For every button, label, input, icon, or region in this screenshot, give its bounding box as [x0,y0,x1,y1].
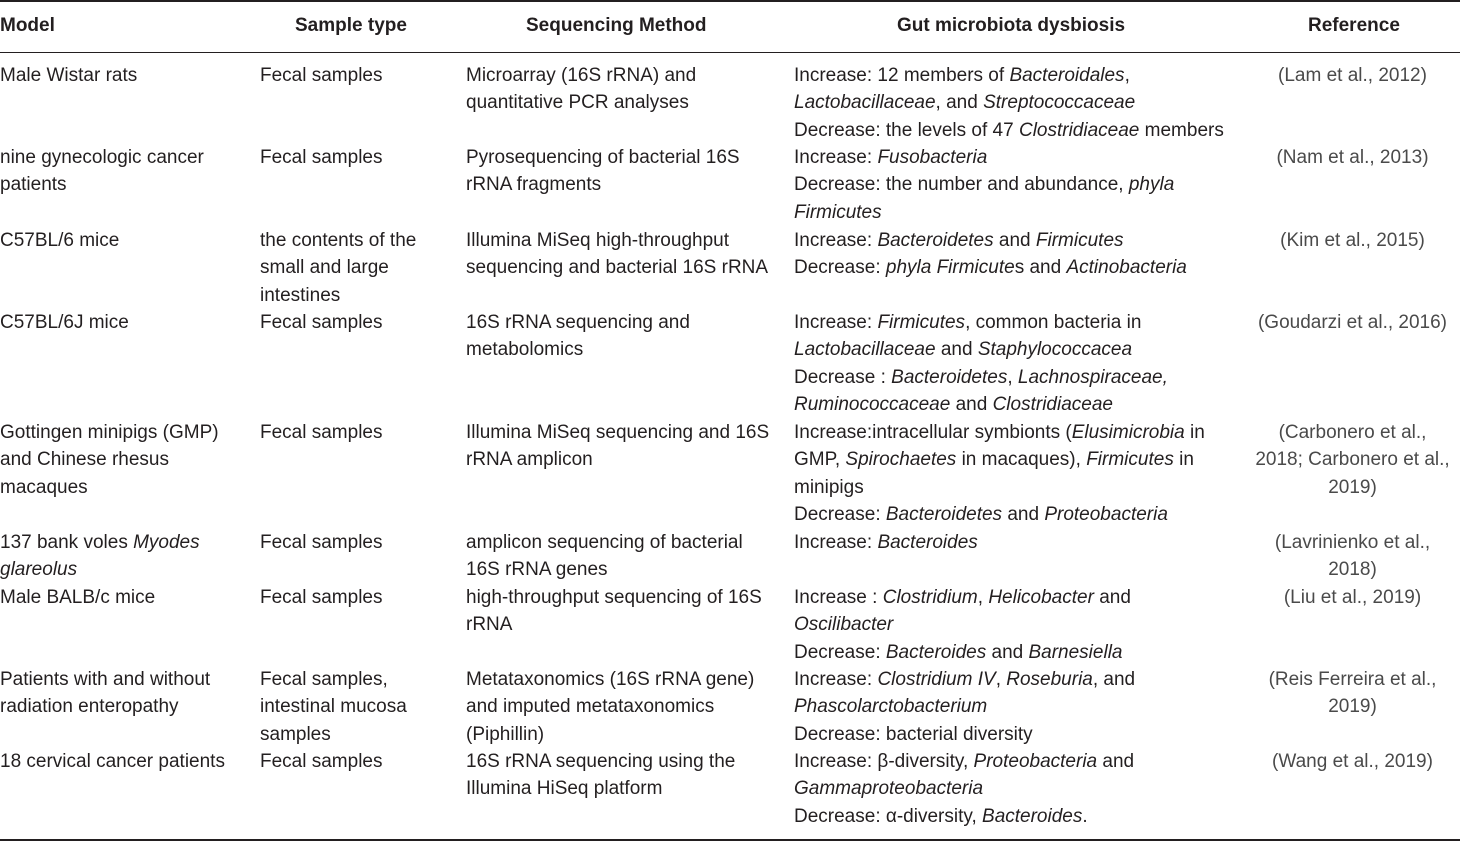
method-cell [466,144,784,199]
text-segment: , [1124,65,1130,86]
taxon-name: Bacteroidales [1009,65,1125,86]
cell-line: Fecal samples [260,312,383,333]
method-cell [466,584,784,639]
sample-type-cell [260,309,450,336]
cell-line: (Carbonero et al., [1278,422,1427,443]
cell-line: (Piphillin) [466,723,545,745]
sample-type-cell [260,666,450,748]
taxon-name: Lactobacillaceae [794,92,936,114]
cell-line [794,474,1244,501]
cell-line: Patients with and without [0,669,211,690]
text-segment: Increase: [794,669,878,690]
text-segment: and [986,641,1029,663]
taxon-name: Streptococcaceae [983,92,1136,114]
text-segment: Decrease: the levels of 47 [794,119,1019,141]
taxon-name: Bacteroides [885,641,987,663]
cell-line [794,227,1244,254]
cell-line [794,639,1244,666]
text-segment: and [993,230,1036,251]
text-segment: and [950,394,993,416]
cell-line: amplicon sequencing of bacterial [466,532,743,553]
taxon-name: Bacteroidetes [877,230,994,251]
cell-line: metabolomics [466,339,584,361]
text-segment: , common bacteria in [965,312,1142,333]
text-segment: and [935,339,978,361]
cell-line: patients [0,174,67,196]
taxon-name: Proteobacteria [1044,504,1168,526]
method-cell [466,748,784,803]
text-segment: Increase: [794,230,878,251]
text-segment: and [1093,587,1131,608]
cell-line: macaques [0,476,88,498]
text-segment: Increase: β-diversity, [794,751,974,772]
taxon-name: Proteobacteria [973,751,1098,772]
cell-line: (Goudarzi et al., 2016) [1257,312,1448,333]
reference-cell [1250,748,1455,775]
cell-line [794,501,1244,528]
cell-line [794,611,1244,638]
cell-line [0,556,250,583]
reference-cell [1250,309,1455,336]
text-segment: Decrease: [794,641,886,663]
cell-line [794,171,1244,198]
taxon-name: Clostridium IV [877,669,996,690]
cell-line: sequencing and bacterial 16S rRNA [466,257,769,279]
cell-line: Fecal samples [260,751,383,772]
cell-line: 16S rRNA sequencing and [466,312,690,333]
text-segment: Decrease: α-diversity, [794,805,983,827]
taxon-name: Firmicutes [877,312,966,333]
cell-line: (Nam et al., 2013) [1276,147,1429,168]
cell-line: Fecal samples [260,532,383,553]
taxon-name: Clostridiaceae [992,394,1113,416]
cell-line: (Wang et al., 2019) [1272,751,1433,772]
reference-cell [1250,529,1455,584]
text-segment: members [1139,119,1224,141]
cell-line: Male Wistar rats [0,65,138,86]
method-cell [466,227,784,282]
cell-line [794,529,1244,556]
text-segment: , and [1092,669,1136,690]
cell-line: samples [260,723,331,745]
reference-cell [1250,584,1455,611]
text-segment: and [1097,751,1135,772]
cell-line: small and large [260,257,389,279]
taxon-name: Firmicutes [1086,449,1174,471]
cell-line: and Chinese rhesus [0,449,169,471]
taxon-name: Bacteroidetes [885,504,1003,526]
text-segment: , [995,669,1007,690]
text-segment: Increase: [794,532,878,553]
text-segment: GMP, [794,449,846,471]
sample-type-cell [260,144,450,171]
cell-line: (Liu et al., 2019) [1283,587,1422,608]
cell-line: radiation enteropathy [0,696,179,718]
header-dysbiosis: Gut microbiota dysbiosis [897,15,1126,36]
cell-line [794,364,1244,391]
text-segment: Decrease : [794,366,892,388]
method-cell [466,419,784,474]
text-segment: in [1173,449,1194,471]
reference-cell [1250,666,1455,721]
cell-line: rRNA amplicon [466,449,593,471]
cell-line: Fecal samples [260,147,383,168]
text-segment: Decrease: [794,257,886,279]
cell-line: Fecal samples [260,65,383,86]
taxon-name: Lactobacillaceae [794,339,936,361]
text-segment: Increase: [794,147,878,168]
taxon-name: Roseburia [1006,669,1093,690]
dysbiosis-cell [794,529,1244,556]
text-segment: minipigs [794,476,864,498]
cell-line [794,336,1244,363]
taxon-name: glareolus [0,559,78,581]
cell-line [794,666,1244,693]
model-cell [0,666,250,721]
model-cell [0,529,250,584]
cell-line: Illumina MiSeq high-throughput [466,230,729,251]
text-segment: Decrease: bacterial diversity [794,723,1033,745]
cell-line: intestinal mucosa [260,696,407,718]
taxon-name: phyla Firmicute [885,257,1015,279]
method-cell [466,62,784,117]
reference-cell [1250,227,1455,254]
cell-line: rRNA [466,614,513,636]
cell-line [794,748,1244,775]
cell-line: quantitative PCR analyses [466,92,689,114]
cell-line: high-throughput sequencing of 16S [466,587,762,608]
cell-line: 18 cervical cancer patients [0,751,225,772]
taxon-name: Ruminococcaceae [794,394,951,416]
cell-line: 2018) [1328,559,1377,581]
text-segment: in [1184,422,1205,443]
taxon-name: Phascolarctobacterium [794,696,988,718]
header-reference: Reference [1308,15,1400,36]
dysbiosis-cell [794,62,1244,144]
model-cell [0,62,250,89]
cell-line: 2018; Carbonero et al., [1255,449,1450,471]
cell-line [794,775,1244,802]
text-segment: . [1082,805,1088,827]
cell-line: Male BALB/c mice [0,587,156,608]
cell-line [794,89,1244,116]
cell-line: C57BL/6J mice [0,312,129,333]
cell-line: Fecal samples, [260,669,388,690]
cell-line: the contents of the [260,230,417,251]
cell-line: Pyrosequencing of bacterial 16S [466,147,740,168]
cell-line: Gottingen minipigs (GMP) [0,422,219,443]
cell-line: 16S rRNA genes [466,559,608,581]
model-cell [0,748,250,775]
cell-line: and imputed metataxonomics [466,696,715,718]
taxon-name: Staphylococcacea [977,339,1133,361]
cell-line [794,419,1244,446]
taxon-name: Clostridium [882,587,978,608]
text-segment: s and [1014,257,1067,279]
taxon-name: Barnesiella [1028,641,1123,663]
dysbiosis-cell [794,584,1244,666]
cell-line: (Kim et al., 2015) [1280,230,1425,251]
dysbiosis-cell [794,227,1244,282]
text-segment: in macaques), [956,449,1087,471]
header-sequencing-method: Sequencing Method [526,15,707,36]
text-segment: Increase : [794,587,883,608]
cell-line: 2019) [1328,696,1377,718]
cell-line [0,529,250,556]
method-cell [466,309,784,364]
taxon-name: Bacteroides [877,532,978,553]
dysbiosis-cell [794,144,1244,226]
taxon-name: Bacteroides [982,805,1083,827]
cell-line: intestines [260,284,341,306]
taxon-name: Firmicutes [794,201,882,223]
sample-type-cell [260,529,450,556]
text-segment: Decrease: the number and abundance, [794,174,1129,196]
cell-line [794,199,1244,226]
taxon-name: Clostridiaceae [1018,119,1140,141]
text-segment: Increase: [794,312,878,333]
cell-line [794,693,1244,720]
cell-line: (Lavrinienko et al., [1274,532,1431,553]
header-sample-type: Sample type [295,15,407,36]
cell-line [794,721,1244,748]
cell-line [794,62,1244,89]
cell-line: (Reis Ferreira et al., [1268,669,1437,690]
model-cell [0,227,250,254]
model-cell [0,584,250,611]
table-bottom-rule [0,839,1460,841]
cell-line [794,117,1244,144]
cell-line: Illumina HiSeq platform [466,778,663,800]
method-cell [466,666,784,748]
taxon-name: Myodes [133,532,200,553]
text-segment: and [1002,504,1045,526]
taxon-name: Lachnospiraceae, [1017,366,1168,388]
text-segment: , [977,587,989,608]
cell-line: 2019) [1328,476,1377,498]
sample-type-cell [260,227,450,309]
cell-line: Metataxonomics (16S rRNA gene) [466,669,755,690]
cell-line [794,391,1244,418]
cell-line: Microarray (16S rRNA) and [466,65,697,86]
model-cell [0,419,250,501]
taxon-name: phyla [1128,174,1175,196]
cell-line: rRNA fragments [466,174,602,196]
model-cell [0,144,250,199]
header-rule [0,52,1460,53]
taxon-name: Spirochaetes [845,449,957,471]
taxon-name: Bacteroidetes [891,366,1008,388]
cell-line: Illumina MiSeq sequencing and 16S [466,422,770,443]
cell-line: Fecal samples [260,587,383,608]
cell-line [794,144,1244,171]
taxon-name: Oscilibacter [794,614,894,636]
taxon-name: Elusimicrobia [1071,422,1185,443]
text-segment: , [1007,366,1018,388]
taxon-name: Firmicutes [1035,230,1124,251]
reference-cell [1250,62,1455,89]
reference-cell [1250,144,1455,171]
taxon-name: Helicobacter [988,587,1094,608]
dysbiosis-cell [794,748,1244,830]
cell-line [794,446,1244,473]
taxon-name: Gammaproteobacteria [794,778,984,800]
sample-type-cell [260,419,450,446]
reference-cell [1250,419,1455,501]
taxon-name: Actinobacteria [1066,257,1187,279]
method-cell [466,529,784,584]
cell-line: (Lam et al., 2012) [1278,65,1427,86]
text-segment: 137 bank voles [0,532,134,553]
cell-line [794,584,1244,611]
taxon-name: Fusobacteria [877,147,988,168]
text-segment: Increase:intracellular symbionts ( [794,422,1072,443]
cell-line: Fecal samples [260,422,383,443]
table-top-rule [0,0,1460,2]
text-segment: Increase: 12 members of [794,65,1010,86]
sample-type-cell [260,584,450,611]
sample-type-cell [260,62,450,89]
cell-line: C57BL/6 mice [0,230,120,251]
text-segment: Decrease: [794,504,886,526]
cell-line [794,803,1244,830]
dysbiosis-cell [794,419,1244,529]
cell-line: 16S rRNA sequencing using the [466,751,736,772]
dysbiosis-cell [794,309,1244,419]
text-segment: , and [935,92,984,114]
model-cell [0,309,250,336]
cell-line [794,254,1244,281]
dysbiosis-cell [794,666,1244,748]
cell-line [794,309,1244,336]
cell-line: nine gynecologic cancer [0,147,204,168]
header-model: Model [0,15,55,36]
sample-type-cell [260,748,450,775]
